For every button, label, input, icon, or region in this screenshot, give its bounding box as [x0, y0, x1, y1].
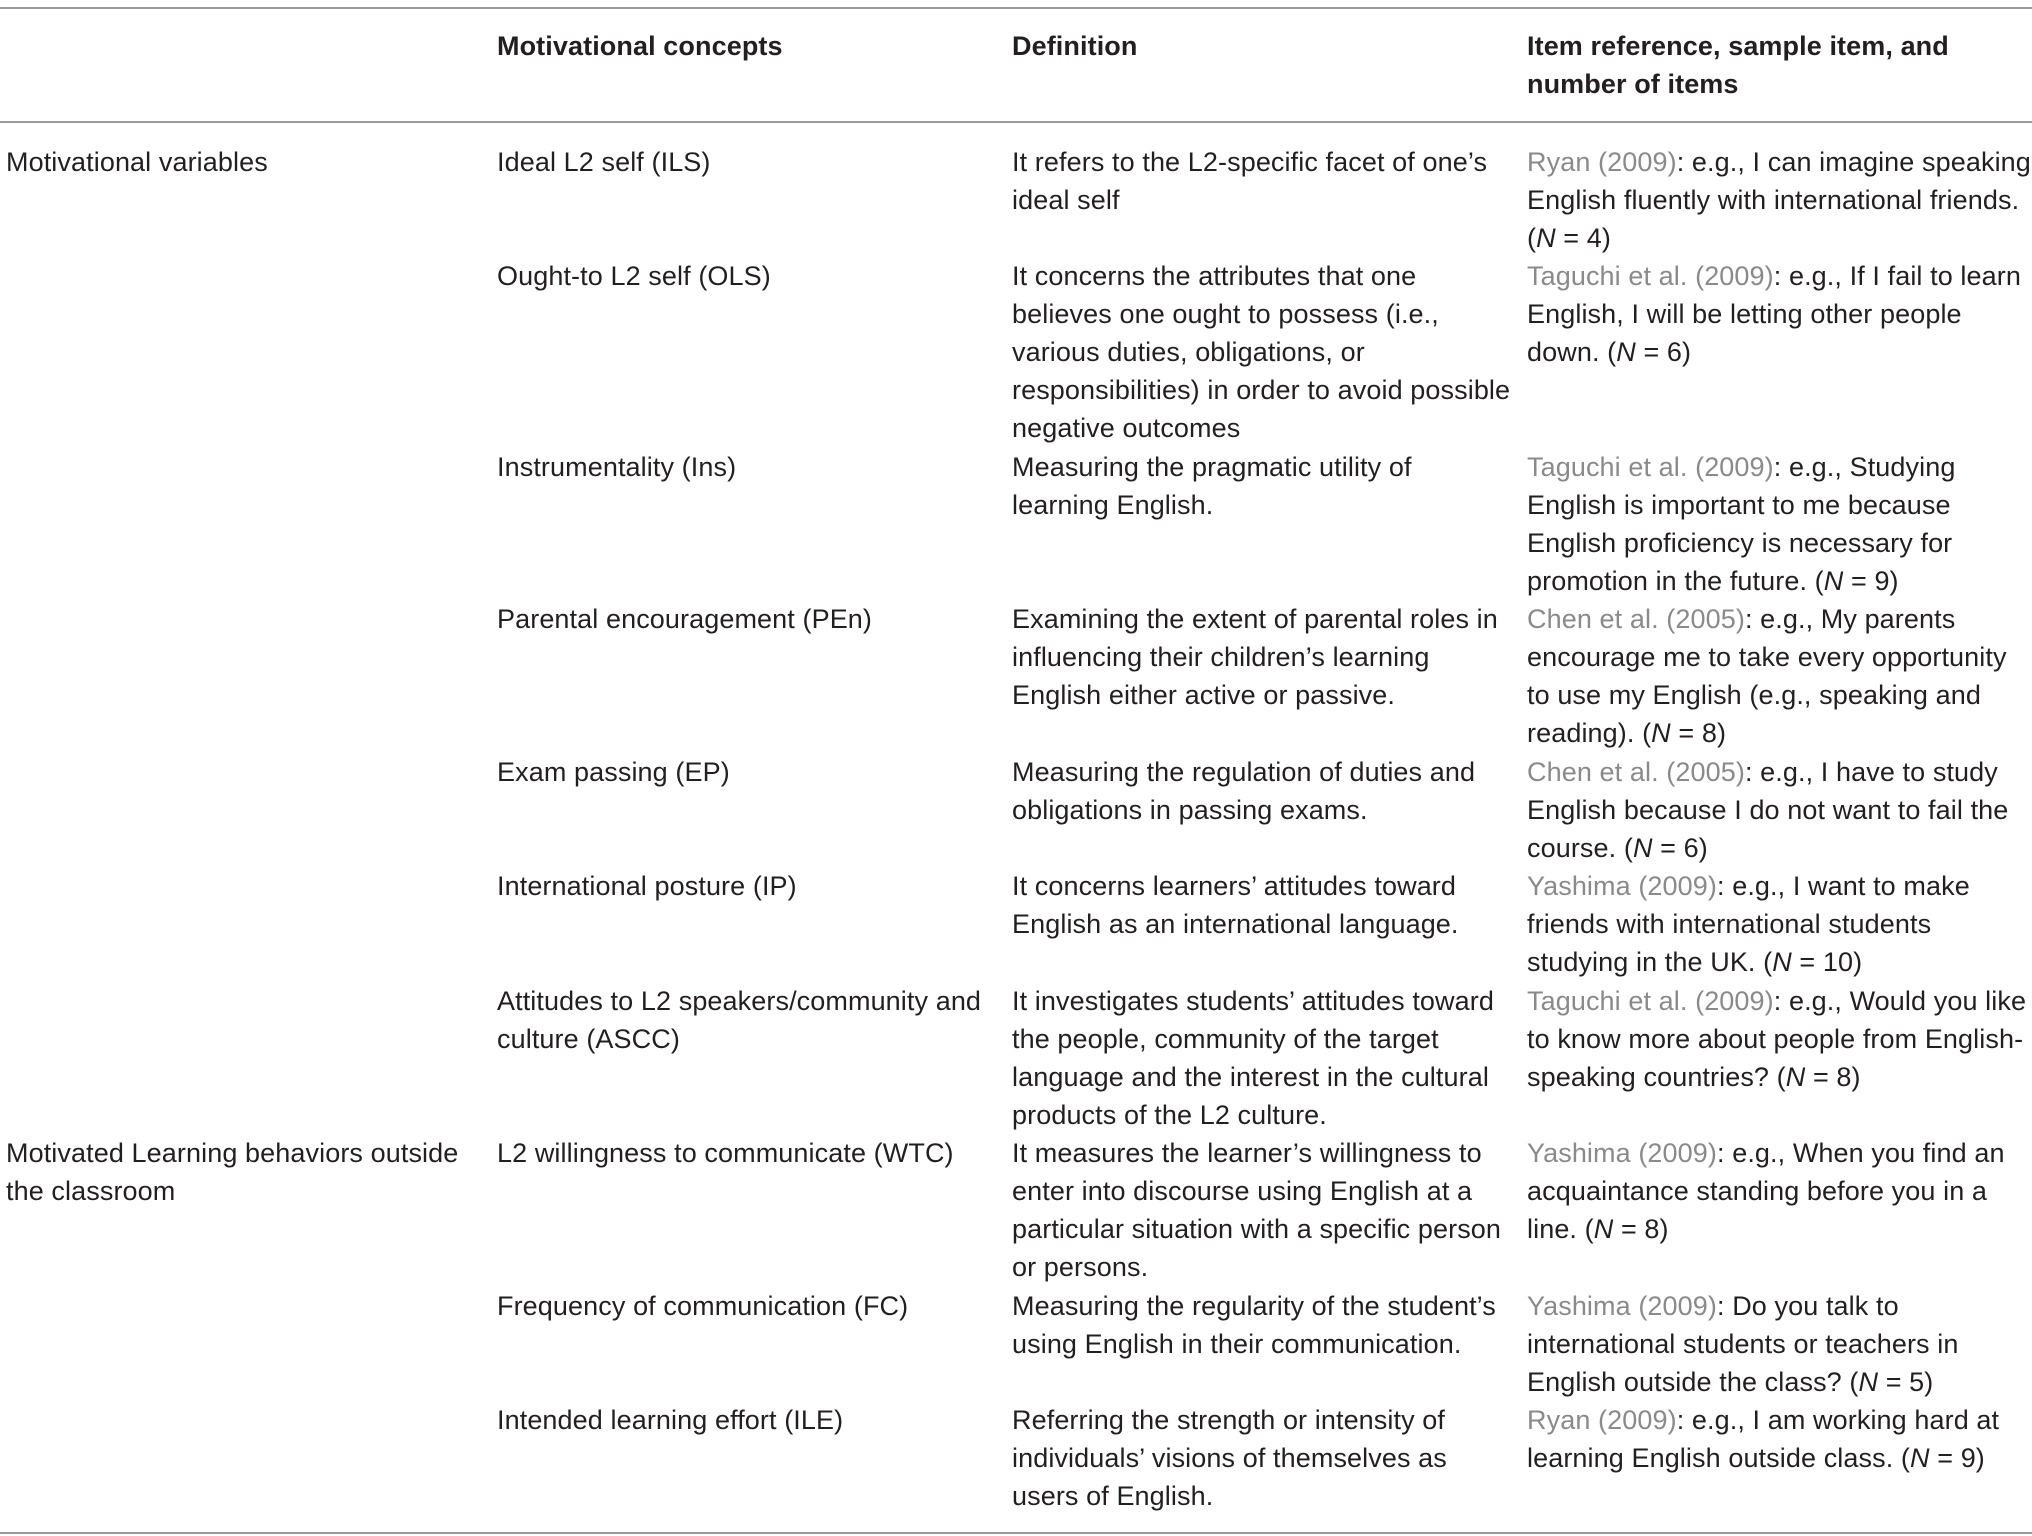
item-count-label: N — [1858, 1367, 1879, 1397]
item-count-label: N — [1823, 566, 1844, 596]
sample-item-text: : e.g., I can imagine speaking English fluently with international friends. ( — [1527, 147, 2031, 253]
reference-link[interactable]: Chen et al. (2005) — [1527, 757, 1745, 787]
reference-link[interactable]: Taguchi et al. (2009) — [1527, 986, 1774, 1016]
reference-link[interactable]: Taguchi et al. (2009) — [1527, 452, 1774, 482]
definition-cell: Referring the strength or intensity of individuals’ visions of themselves as users of English. — [1012, 1405, 1447, 1511]
item-count-label: N — [1616, 337, 1636, 367]
reference-link[interactable]: Yashima (2009) — [1527, 1138, 1717, 1168]
reference-link[interactable]: Yashima (2009) — [1527, 871, 1717, 901]
item-count-value: = 9) — [1843, 566, 1899, 596]
sample-item-text: : e.g., My parents encourage me to take every opportunity to use my English (e.g., speaking and reading). ( — [1527, 604, 2007, 748]
concept-cell: Exam passing (EP) — [497, 757, 730, 787]
item-reference-cell — [1527, 753, 2032, 867]
item-count-label: N — [1651, 718, 1671, 748]
table-bottom-rule — [0, 1532, 2032, 1534]
header-motivational-concepts: Motivational concepts — [497, 31, 783, 61]
sample-item-text: : e.g., Studying English is important to me because English proficiency is necessary for promotion in the future. ( — [1527, 452, 1956, 596]
sample-item-text: : e.g., Would you like to know more about people from English-speaking countries? ( — [1527, 986, 2027, 1092]
item-reference-cell — [1527, 1134, 2032, 1248]
item-count-label: N — [1632, 833, 1653, 863]
item-count-label: N — [1785, 1062, 1806, 1092]
item-reference-cell — [1527, 257, 2032, 371]
group-label-motivated-learning-behaviors: Motivated Learning behaviors outside the classroom — [6, 1138, 459, 1206]
sample-item-text: : Do you talk to international students or teachers in English outside the class? ( — [1527, 1291, 1959, 1397]
item-reference-cell — [1527, 867, 2032, 981]
sample-item-text: : e.g., I have to study English because I do not want to fail the course. ( — [1527, 757, 2009, 863]
item-count-value: = 8) — [1613, 1214, 1669, 1244]
sample-item-text: : e.g., I am working hard at learning English outside class. ( — [1527, 1405, 2000, 1473]
concept-cell: Parental encouragement (PEn) — [497, 604, 873, 634]
item-count-label: N — [1910, 1443, 1930, 1473]
definition-cell: It investigates students’ attitudes toward the people, community of the target language and the interest in the cultural products of the L2 culture. — [1012, 986, 1494, 1130]
concept-cell: Instrumentality (Ins) — [497, 452, 737, 482]
item-count-label: N — [1536, 223, 1556, 253]
concept-cell: Ought-to L2 self (OLS) — [497, 261, 771, 291]
concept-cell: Frequency of communication (FC) — [497, 1291, 909, 1321]
definition-cell: Measuring the pragmatic utility of learning English. — [1012, 452, 1412, 520]
item-count-value: = 10) — [1791, 947, 1863, 977]
item-count-value: = 9) — [1929, 1443, 1985, 1473]
item-count-label: N — [1593, 1214, 1614, 1244]
reference-link[interactable]: Chen et al. (2005) — [1527, 604, 1745, 634]
item-count-value: = 8) — [1670, 718, 1727, 748]
definition-cell: Measuring the regularity of the student’s using English in their communication. — [1012, 1291, 1496, 1359]
table-header-rule — [0, 121, 2032, 123]
header-item-reference: Item reference, sample item, and number of items — [1527, 31, 1949, 99]
header-definition: Definition — [1012, 31, 1138, 61]
concept-cell: Attitudes to L2 speakers/community and culture (ASCC) — [497, 986, 982, 1054]
item-reference-cell — [1527, 982, 2032, 1096]
item-reference-cell — [1527, 1401, 2032, 1477]
item-reference-cell — [1527, 448, 2032, 600]
group-label-motivational-variables: Motivational variables — [6, 147, 268, 177]
definition-cell: It concerns learners’ attitudes toward English as an international language. — [1012, 871, 1459, 939]
definition-cell: It concerns the attributes that one believes one ought to possess (i.e., various duties, obligations, or responsibilities) in order to avoid possible negative outcomes — [1012, 261, 1511, 443]
sample-item-text: : e.g., When you find an acquaintance standing before you in a line. ( — [1527, 1138, 2005, 1244]
definition-cell: It refers to the L2-specific facet of one’s ideal self — [1012, 147, 1488, 215]
reference-link[interactable]: Ryan (2009) — [1527, 1405, 1677, 1435]
item-count-value: = 6) — [1652, 833, 1708, 863]
item-count-value: = 5) — [1878, 1367, 1934, 1397]
item-count-label: N — [1772, 947, 1792, 977]
reference-link[interactable]: Yashima (2009) — [1527, 1291, 1717, 1321]
concept-cell: L2 willingness to communicate (WTC) — [497, 1138, 954, 1168]
item-reference-cell — [1527, 600, 2032, 752]
item-reference-cell — [1527, 143, 2032, 257]
concept-cell: Intended learning effort (ILE) — [497, 1405, 844, 1435]
definition-cell: Examining the extent of parental roles in influencing their children’s learning English either active or passive. — [1012, 604, 1498, 710]
item-count-value: = 4) — [1555, 223, 1611, 253]
concept-cell: International posture (IP) — [497, 871, 797, 901]
item-count-value: = 8) — [1805, 1062, 1861, 1092]
reference-link[interactable]: Taguchi et al. (2009) — [1527, 261, 1774, 291]
sample-item-text: : e.g., I want to make friends with international students studying in the UK. ( — [1527, 871, 1970, 977]
item-reference-cell — [1527, 1287, 2032, 1401]
concept-cell: Ideal L2 self (ILS) — [497, 147, 711, 177]
reference-link[interactable]: Ryan (2009) — [1527, 147, 1677, 177]
item-count-value: = 6) — [1635, 337, 1692, 367]
definition-cell: Measuring the regulation of duties and obligations in passing exams. — [1012, 757, 1476, 825]
sample-item-text: : e.g., If I fail to learn English, I will be letting other people down. ( — [1527, 261, 2021, 367]
definition-cell: It measures the learner’s willingness to enter into discourse using English at a particular situation with a specific person or persons. — [1012, 1138, 1502, 1282]
table-top-rule — [0, 7, 2032, 9]
